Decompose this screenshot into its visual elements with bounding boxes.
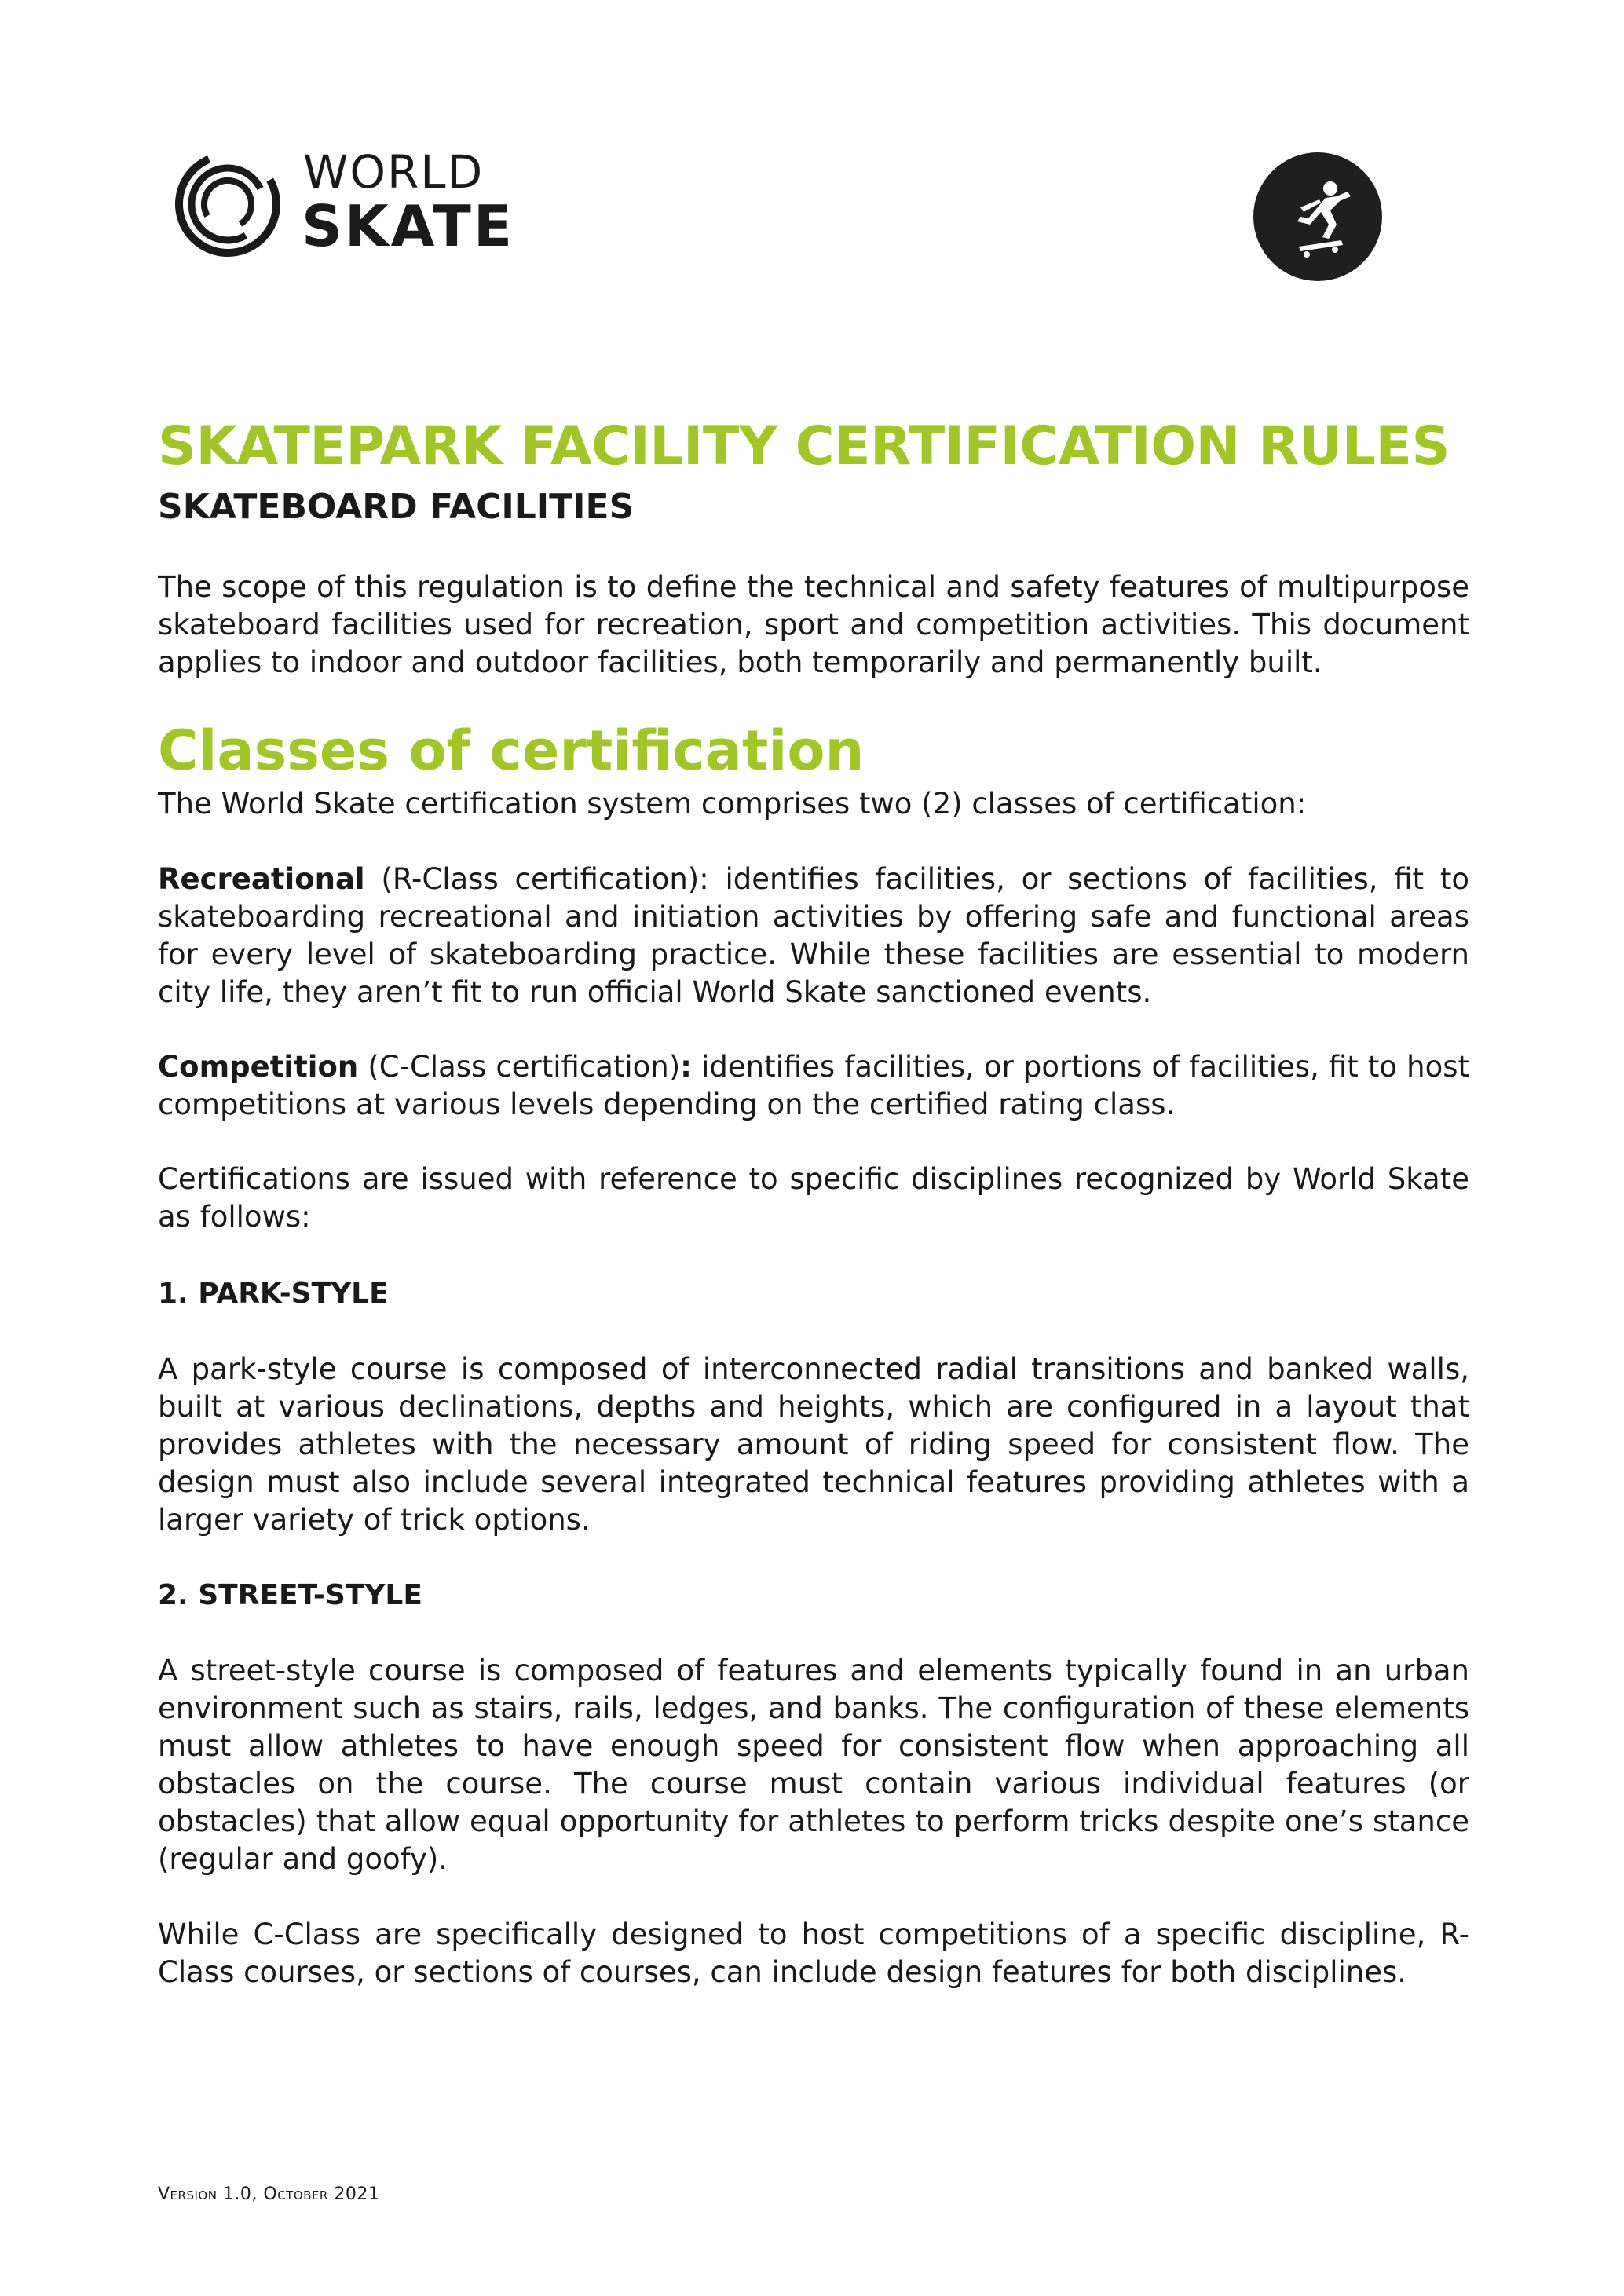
street-style-heading: 2. STREET-STYLE xyxy=(158,1579,422,1611)
classes-heading: Classes of certification xyxy=(158,718,865,783)
competition-colon: : xyxy=(680,1050,692,1084)
disciplines-intro: Certifications are issued with reference to specific disciplines recognized by World Skate as follows: xyxy=(158,1162,1469,1234)
recreational-term: Recreational xyxy=(158,862,365,896)
version-footer: Version 1.0, October 2021 xyxy=(158,2184,380,2204)
logo-word-skate: SKATE xyxy=(302,193,515,259)
document-title: SKATEPARK FACILITY CERTIFICATION RULES xyxy=(158,415,1450,477)
logo-word-world: WORLD xyxy=(303,145,485,199)
classes-intro: The World Skate certification system comprises two (2) classes of certification: xyxy=(158,787,1307,821)
competition-term: Competition xyxy=(158,1050,359,1084)
competition-paragraph xyxy=(158,1048,1469,1124)
intro-paragraph: The scope of this regulation is to define the technical and safety features of multipurpose skateboard facilities used for recreation, sport and competition activities. This document applies to indoor and outdoor facilities, both temporarily and permanently built. xyxy=(158,570,1469,679)
park-style-paragraph: A park-style course is composed of interconnected radial transitions and banked walls, built at various declinations, depths and heights, which are configured in a layout that provides athletes with the necessary amount of riding speed for consistent flow. The design must also include several integrated technical features providing athletes with a larger variety of trick options. xyxy=(158,1352,1469,1537)
swirl-logo-icon xyxy=(171,148,289,258)
recreational-text: (R-Class certification): identifies facilities, or sections of facilities, fit to skateboarding recreational and initiation activities by offering safe and functional areas for every level of skateboarding practice. While these facilities are essential to modern city life, they aren’t fit to run official World Skate sanctioned events. xyxy=(158,862,1469,1009)
document-subtitle: SKATEBOARD FACILITIES xyxy=(158,487,635,527)
street-style-paragraph: A street-style course is composed of features and elements typically found in an urban environment such as stairs, rails, ledges, and banks. The configuration of these elements must allow athletes to have enough speed for consistent flow when approaching all obstacles on the course. The course must contain various individual features (or obstacles) that allow equal opportunity for athletes to perform tricks despite one’s stance (regular and goofy). xyxy=(158,1654,1469,1876)
skateboarder-icon xyxy=(1253,152,1382,281)
closing-paragraph: While C-Class are specifically designed to host competitions of a specific discipline, R-Class courses, or sections of courses, can include design features for both disciplines. xyxy=(158,1918,1469,1989)
recreational-paragraph xyxy=(158,861,1469,1011)
world-skate-logo xyxy=(171,145,515,259)
competition-class: (C-Class certification) xyxy=(358,1050,681,1084)
park-style-heading: 1. PARK-STYLE xyxy=(158,1278,389,1310)
competition-text: identifies facilities, or portions of facilities, fit to host competitions at various levels depending on the certified rating class. xyxy=(158,1050,1469,1121)
